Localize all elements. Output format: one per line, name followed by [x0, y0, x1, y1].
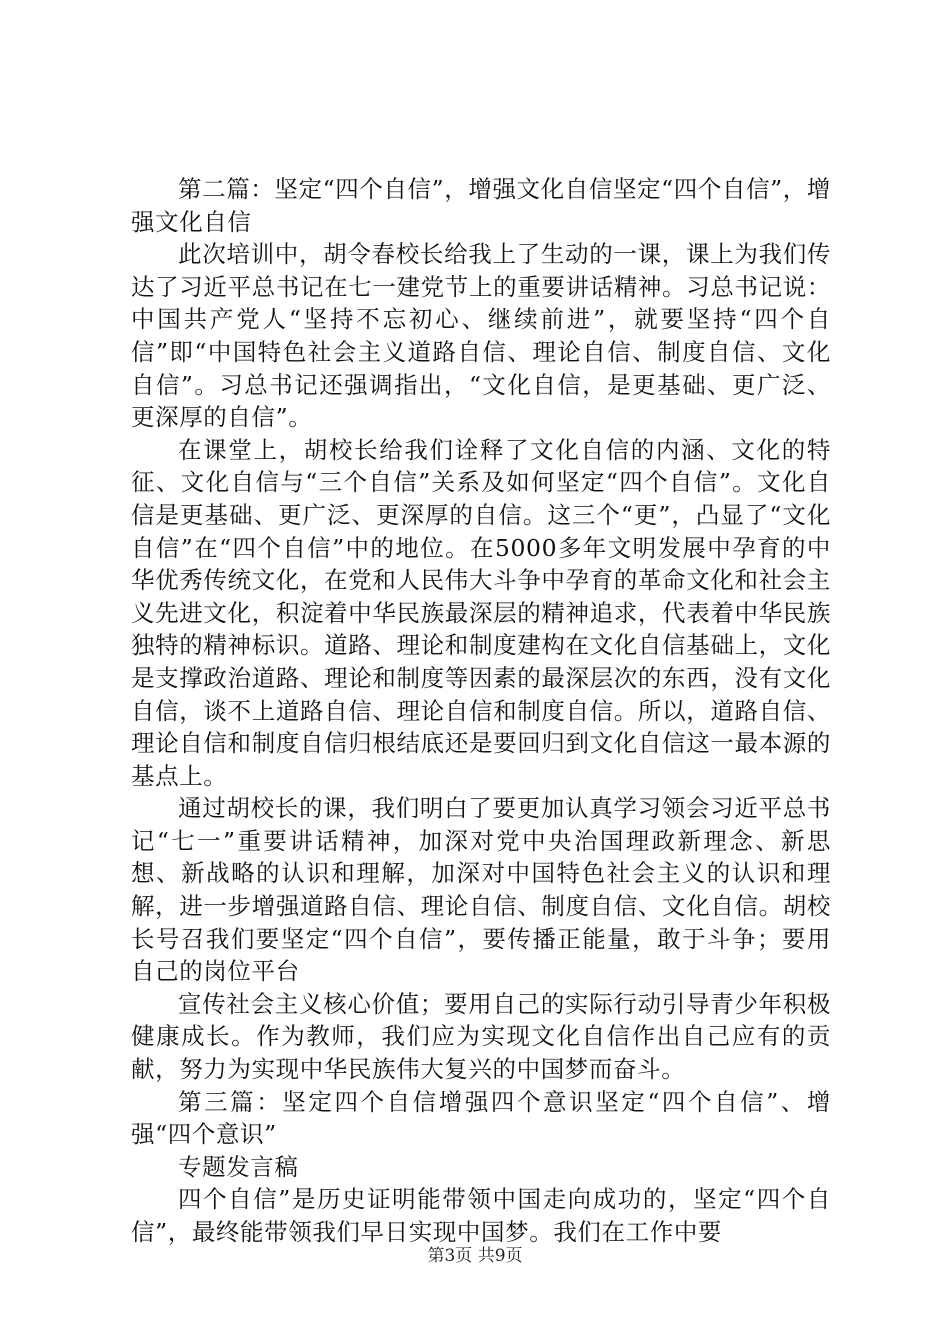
paragraph-cultural-confidence: 在课堂上，胡校长给我们诠释了文化自信的内涵、文化的特征、文化自信与“三个自信”关系及如何坚定“四个自信”。文化自信是更基础、更广泛、更深厚的自信。这三个“更”，凸显了“文化自信”在“四个自信”中的地位。在5000多年文明发展中孕育的中华优秀传统文化，在党和人民伟大斗争中孕育的革命文化和社会主义先进文化，积淀着中华民族最深层的精神追求，代表着中华民族独特的精神标识。道路、理论和制度建构在文化自信基础上，文化是支撑政治道路、理论和制度等因素的最深层次的东西，没有文化自信，谈不上道路自信、理论自信和制度自信。所以，道路自信、理论自信和制度自信归根结底还是要回归到文化自信这一最本源的基点上。: [131, 435, 831, 790]
heading-part-three: 第三篇：坚定四个自信增强四个意识坚定“四个自信”、增强“四个意识”: [131, 1087, 831, 1149]
paragraph-lesson-learned: 通过胡校长的课，我们明白了要更加认真学习领会习近平总书记“七一”重要讲话精神，加深对党中央治国理政新理念、新思想、新战略的认识和理解，加深对中国特色社会主义的认识和理解，进一步增强道路自信、理论自信、制度自信、文化自信。胡校长号召我们要坚定“四个自信”，要传播正能量，敢于斗争；要用自己的岗位平台: [131, 794, 831, 986]
paragraph-training-intro: 此次培训中，胡令春校长给我上了生动的一课，课上为我们传达了习近平总书记在七一建党节上的重要讲话精神。习总书记说：中国共产党人“坚持不忘初心、继续前进”，就要坚持“四个自信”即“中国特色社会主义道路自信、理论自信、制度自信、文化自信”。习总书记还强调指出，“文化自信，是更基础、更广泛、更深厚的自信”。: [131, 240, 831, 432]
subheading-speech: 专题发言稿: [178, 1152, 299, 1181]
document-body: [131, 173, 831, 1249]
page-number-footer: 第3页 共9页: [427, 1246, 523, 1266]
paragraph-core-values: 宣传社会主义核心价值；要用自己的实际行动引导青少年积极健康成长。作为教师，我们应为实现文化自信作出自己应有的贡献，努力为实现中华民族伟大复兴的中国梦而奋斗。: [131, 989, 831, 1084]
paragraph-four-confidences: 四个自信”是历史证明能带领中国走向成功的，坚定“四个自信”，最终能带领我们早日实现中国梦。我们在工作中要: [131, 1185, 831, 1246]
heading-part-two: 第二篇：坚定“四个自信”，增强文化自信坚定“四个自信”，增强文化自信: [131, 175, 831, 236]
